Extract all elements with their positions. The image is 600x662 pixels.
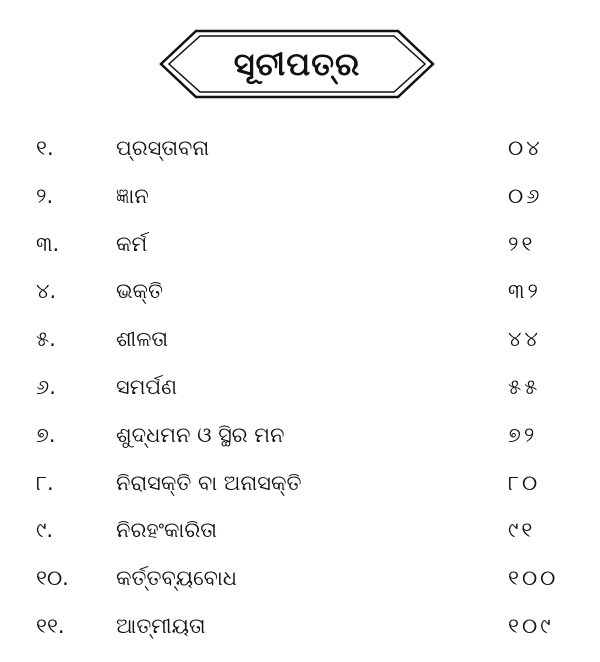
entry-title[interactable]: ନିରହଂକାରିତା [116,518,217,543]
toc-row[interactable] [0,518,600,566]
entry-number: ୫. [36,327,56,352]
entry-title[interactable]: ଭକ୍ତି [116,279,164,304]
toc-row[interactable] [0,566,600,614]
toc-row[interactable] [0,184,600,232]
entry-page: ୮୦ [508,470,541,495]
entry-number: ୮. [36,470,54,495]
entry-page: ୨୧ [508,231,536,256]
entry-number: ୧୦. [36,566,69,591]
entry-page: ୦୪ [508,136,543,160]
toc-row[interactable] [0,375,600,423]
page-title: ସୂଚୀପତ୍ର [233,45,361,83]
entry-title[interactable]: ଶୀଳତା [116,327,169,352]
toc-row[interactable] [0,471,600,519]
table-of-contents [0,136,600,662]
entry-number: ୧. [36,136,54,160]
entry-title[interactable]: କର୍ମ [116,231,148,256]
entry-number: ୪. [36,279,57,304]
entry-title[interactable]: ଶୁଦ୍ଧମନ ଓ ସ୍ଥିର ମନ [116,422,285,447]
entry-page: ୩୨ [508,279,541,304]
entry-number: ୬. [36,374,56,399]
entry-number: ୭. [36,422,56,447]
entry-title[interactable]: କର୍ତ୍ତବ୍ୟବୋଧ [116,566,237,591]
entry-page: ୯୧ [508,518,536,543]
entry-title[interactable]: ଆତ୍ମୀୟତା [116,613,206,638]
toc-row[interactable] [0,279,600,327]
entry-page: ୫୫ [508,374,541,399]
entry-page: ୦୬ [508,183,543,208]
entry-number: ୧୧. [36,613,65,638]
entry-title[interactable]: ପ୍ରସ୍ତାବନା [116,136,210,160]
toc-row[interactable] [0,136,600,184]
toc-row[interactable] [0,423,600,471]
entry-title[interactable]: ଜ୍ଞାନ [116,183,149,208]
entry-number: ୨. [36,183,54,208]
toc-row[interactable] [0,232,600,280]
entry-number: ୩. [36,231,60,256]
entry-title[interactable]: ନିରାସକ୍ତି ବା ଅନାସକ୍ତି [116,470,302,495]
entry-page: ୧୦୯ [508,613,554,638]
toc-row[interactable] [0,327,600,375]
title-banner [158,28,436,100]
entry-number: ୯. [36,518,54,543]
entry-title[interactable]: ସମର୍ପଣ [116,374,177,399]
entry-page: ୪୪ [508,327,541,352]
entry-page: ୧୦୦ [508,566,559,591]
entry-page: ୭୨ [508,422,538,447]
toc-row[interactable] [0,614,600,662]
